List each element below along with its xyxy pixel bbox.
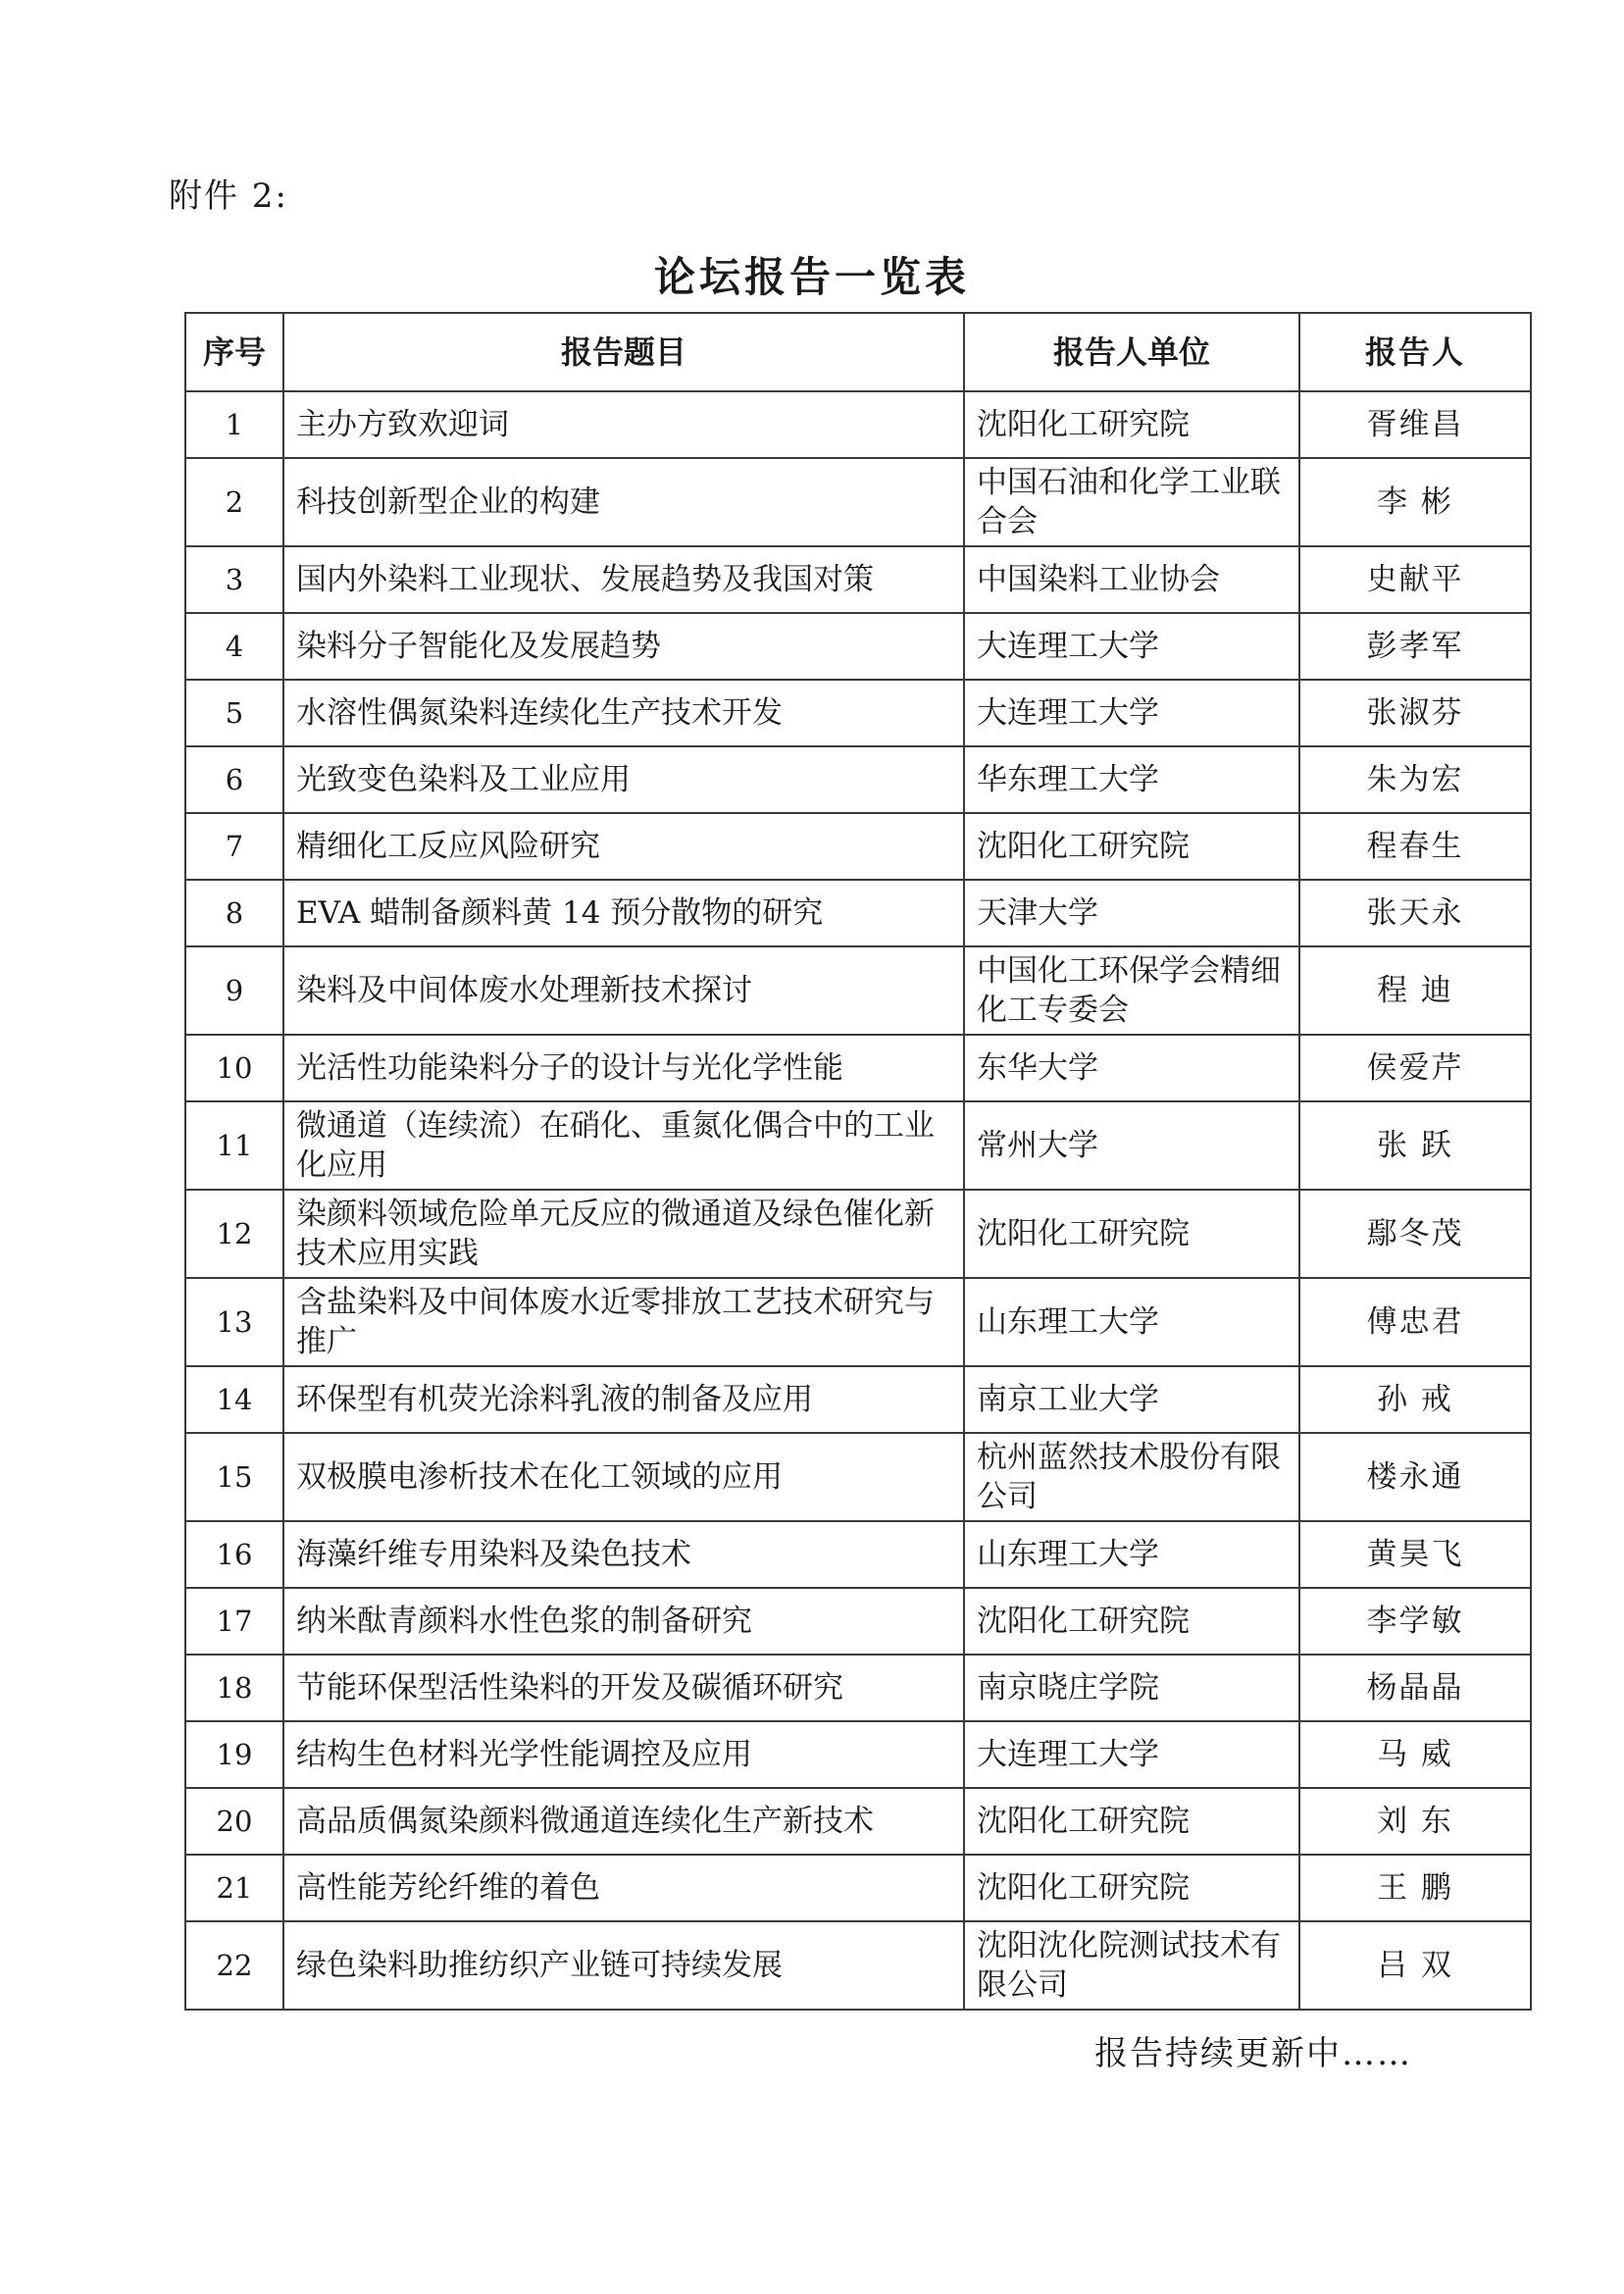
cell-title: 光致变色染料及工业应用 (283, 746, 964, 813)
cell-no: 4 (185, 613, 283, 680)
cell-no: 7 (185, 813, 283, 880)
table-row (185, 613, 1531, 680)
cell-speaker: 程 迪 (1299, 946, 1531, 1035)
cell-speaker: 鄢冬茂 (1299, 1190, 1531, 1278)
cell-title: 国内外染料工业现状、发展趋势及我国对策 (283, 546, 964, 613)
cell-title: 水溶性偶氮染料连续化生产技术开发 (283, 680, 964, 746)
table-header-row (185, 313, 1531, 391)
table-row (185, 1788, 1531, 1855)
cell-speaker: 张天永 (1299, 880, 1531, 946)
cell-speaker: 李学敏 (1299, 1588, 1531, 1655)
table-row (185, 1366, 1531, 1433)
table-row (185, 1921, 1531, 2010)
cell-no: 17 (185, 1588, 283, 1655)
cell-unit: 中国染料工业协会 (964, 546, 1299, 613)
header-no: 序号 (185, 313, 283, 391)
cell-no: 5 (185, 680, 283, 746)
report-table (184, 312, 1532, 2011)
header-title: 报告题目 (283, 313, 964, 391)
header-unit: 报告人单位 (964, 313, 1299, 391)
cell-unit: 大连理工大学 (964, 680, 1299, 746)
table-row (185, 946, 1531, 1035)
cell-no: 6 (185, 746, 283, 813)
cell-speaker: 杨晶晶 (1299, 1655, 1531, 1721)
cell-unit: 大连理工大学 (964, 1721, 1299, 1788)
table-row (185, 813, 1531, 880)
cell-speaker: 楼永通 (1299, 1433, 1531, 1521)
table-row (185, 680, 1531, 746)
cell-unit: 常州大学 (964, 1101, 1299, 1190)
table-row (185, 1278, 1531, 1366)
cell-title: 环保型有机荧光涂料乳液的制备及应用 (283, 1366, 964, 1433)
cell-title: 含盐染料及中间体废水近零排放工艺技术研究与推广 (283, 1278, 964, 1366)
cell-unit: 沈阳化工研究院 (964, 391, 1299, 458)
cell-no: 14 (185, 1366, 283, 1433)
cell-speaker: 侯爱芹 (1299, 1035, 1531, 1101)
cell-no: 15 (185, 1433, 283, 1521)
cell-title: 高性能芳纶纤维的着色 (283, 1855, 964, 1921)
table-row (185, 458, 1531, 546)
cell-title: 双极膜电渗析技术在化工领域的应用 (283, 1433, 964, 1521)
cell-title: 光活性功能染料分子的设计与光化学性能 (283, 1035, 964, 1101)
cell-title: 主办方致欢迎词 (283, 391, 964, 458)
cell-title: 高品质偶氮染颜料微通道连续化生产新技术 (283, 1788, 964, 1855)
table-row (185, 1588, 1531, 1655)
cell-title: 纳米酞青颜料水性色浆的制备研究 (283, 1588, 964, 1655)
attachment-label: 附件 2: (169, 177, 288, 216)
cell-speaker: 张 跃 (1299, 1101, 1531, 1190)
cell-unit: 沈阳化工研究院 (964, 1588, 1299, 1655)
cell-speaker: 马 威 (1299, 1721, 1531, 1788)
cell-no: 8 (185, 880, 283, 946)
cell-no: 1 (185, 391, 283, 458)
cell-title: 绿色染料助推纺织产业链可持续发展 (283, 1921, 964, 2010)
table-row (185, 1721, 1531, 1788)
report-table-body (185, 391, 1531, 2010)
cell-speaker: 吕 双 (1299, 1921, 1531, 2010)
cell-unit: 天津大学 (964, 880, 1299, 946)
cell-no: 20 (185, 1788, 283, 1855)
cell-title: EVA 蜡制备颜料黄 14 预分散物的研究 (283, 880, 964, 946)
cell-unit: 沈阳化工研究院 (964, 813, 1299, 880)
table-row (185, 546, 1531, 613)
cell-no: 21 (185, 1855, 283, 1921)
document-title: 论坛报告一览表 (653, 253, 970, 301)
table-row (185, 1035, 1531, 1101)
footer-note: 报告持续更新中…… (1094, 2034, 1412, 2073)
cell-unit: 沈阳化工研究院 (964, 1190, 1299, 1278)
table-row (185, 1521, 1531, 1588)
cell-speaker: 彭孝军 (1299, 613, 1531, 680)
cell-no: 11 (185, 1101, 283, 1190)
cell-title: 微通道（连续流）在硝化、重氮化偶合中的工业化应用 (283, 1101, 964, 1190)
cell-speaker: 孙 戒 (1299, 1366, 1531, 1433)
cell-speaker: 程春生 (1299, 813, 1531, 880)
cell-no: 18 (185, 1655, 283, 1721)
table-row (185, 1190, 1531, 1278)
table-row (185, 880, 1531, 946)
cell-title: 精细化工反应风险研究 (283, 813, 964, 880)
cell-unit: 中国化工环保学会精细化工专委会 (964, 946, 1299, 1035)
cell-title: 染颜料领域危险单元反应的微通道及绿色催化新技术应用实践 (283, 1190, 964, 1278)
cell-no: 16 (185, 1521, 283, 1588)
table-row (185, 1855, 1531, 1921)
cell-unit: 沈阳沈化院测试技术有限公司 (964, 1921, 1299, 2010)
cell-unit: 南京晓庄学院 (964, 1655, 1299, 1721)
header-speaker: 报告人 (1299, 313, 1531, 391)
cell-title: 染料分子智能化及发展趋势 (283, 613, 964, 680)
table-row (185, 1655, 1531, 1721)
cell-unit: 南京工业大学 (964, 1366, 1299, 1433)
cell-speaker: 朱为宏 (1299, 746, 1531, 813)
cell-no: 3 (185, 546, 283, 613)
cell-unit: 华东理工大学 (964, 746, 1299, 813)
cell-no: 19 (185, 1721, 283, 1788)
cell-title: 节能环保型活性染料的开发及碳循环研究 (283, 1655, 964, 1721)
cell-title: 海藻纤维专用染料及染色技术 (283, 1521, 964, 1588)
cell-unit: 山东理工大学 (964, 1521, 1299, 1588)
cell-title: 染料及中间体废水处理新技术探讨 (283, 946, 964, 1035)
cell-speaker: 胥维昌 (1299, 391, 1531, 458)
cell-unit: 沈阳化工研究院 (964, 1788, 1299, 1855)
cell-no: 9 (185, 946, 283, 1035)
cell-unit: 中国石油和化学工业联合会 (964, 458, 1299, 546)
table-row (185, 1101, 1531, 1190)
cell-speaker: 刘 东 (1299, 1788, 1531, 1855)
cell-unit: 大连理工大学 (964, 613, 1299, 680)
cell-no: 2 (185, 458, 283, 546)
cell-title: 科技创新型企业的构建 (283, 458, 964, 546)
cell-speaker: 王 鹏 (1299, 1855, 1531, 1921)
cell-speaker: 李 彬 (1299, 458, 1531, 546)
table-row (185, 391, 1531, 458)
cell-no: 13 (185, 1278, 283, 1366)
table-row (185, 746, 1531, 813)
cell-title: 结构生色材料光学性能调控及应用 (283, 1721, 964, 1788)
cell-unit: 沈阳化工研究院 (964, 1855, 1299, 1921)
cell-speaker: 张淑芬 (1299, 680, 1531, 746)
cell-unit: 东华大学 (964, 1035, 1299, 1101)
cell-unit: 杭州蓝然技术股份有限公司 (964, 1433, 1299, 1521)
cell-speaker: 史献平 (1299, 546, 1531, 613)
cell-no: 10 (185, 1035, 283, 1101)
cell-speaker: 黄昊飞 (1299, 1521, 1531, 1588)
cell-no: 22 (185, 1921, 283, 2010)
cell-no: 12 (185, 1190, 283, 1278)
table-row (185, 1433, 1531, 1521)
cell-speaker: 傅忠君 (1299, 1278, 1531, 1366)
cell-unit: 山东理工大学 (964, 1278, 1299, 1366)
